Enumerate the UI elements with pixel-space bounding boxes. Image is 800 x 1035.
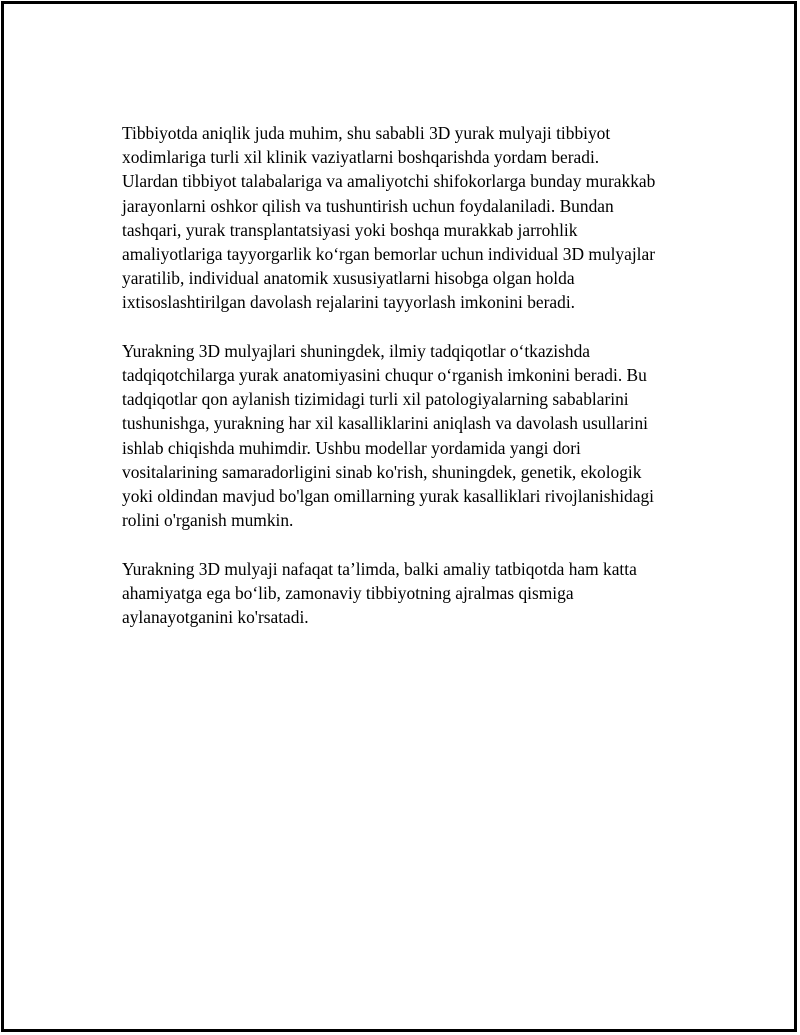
text-line: Yurakning 3D mulyaji nafaqat ta’limda, balki amaliy tatbiqotda ham katta [122,558,637,579]
text-line: ahamiyatga ega bo‘lib, zamonaviy tibbiyotning ajralmas qismiga [122,582,574,603]
text-line: vositalarining samaradorligini sinab ko'rish, shuningdek, genetik, ekologik [122,461,642,482]
text-line: Tibbiyotda aniqlik juda muhim, shu sababli 3D yurak mulyaji tibbiyot [122,123,611,143]
text-line: yoki oldindan mavjud bo'lgan omillarning yurak kasalliklari rivojlanishidagi [122,486,655,507]
text-line: tushunishga, yurakning har xil kasalliklarini aniqlash va davolash usullarini [122,413,648,434]
paragraph-3 [122,557,694,630]
document-body [122,121,694,653]
page-frame [1,1,797,1032]
paragraph-2 [122,339,694,533]
text-line: rolini o'rganish mumkin. [122,510,294,531]
text-line: aylanayotganini ko'rsatadi. [122,607,309,628]
text-line: Ulardan tibbiyot talabalariga va amaliyotchi shifokorlarga bunday murakkab [122,171,656,192]
text-line: ishlab chiqishda muhimdir. Ushbu modellar yordamida yangi dori [122,437,581,458]
text-line: ixtisoslashtirilgan davolash rejalarini tayyorlash imkonini beradi. [122,292,576,313]
paragraph-1 [122,121,694,315]
text-line: tashqari, yurak transplantatsiyasi yoki boshqa murakkab jarrohlik [122,219,578,240]
text-line: amaliyotlariga tayyorgarlik ko‘rgan bemorlar uchun individual 3D mulyajlar [122,244,656,265]
text-line: Yurakning 3D mulyajlari shuningdek, ilmiy tadqiqotlar o‘tkazishda [122,340,591,361]
text-line: tadqiqotchilarga yurak anatomiyasini chuqur o‘rganish imkonini beradi. Bu [122,365,647,386]
text-line: jarayonlarni oshkor qilish va tushuntirish uchun foydalaniladi. Bundan [122,195,614,216]
text-line: yaratilib, individual anatomik xususiyatlarni hisobga olgan holda [122,268,575,289]
text-line: tadqiqotlar qon aylanish tizimidagi turli xil patologiyalarning sabablarini [122,389,629,410]
text-line: xodimlariga turli xil klinik vaziyatlarni boshqarishda yordam beradi. [122,147,600,168]
